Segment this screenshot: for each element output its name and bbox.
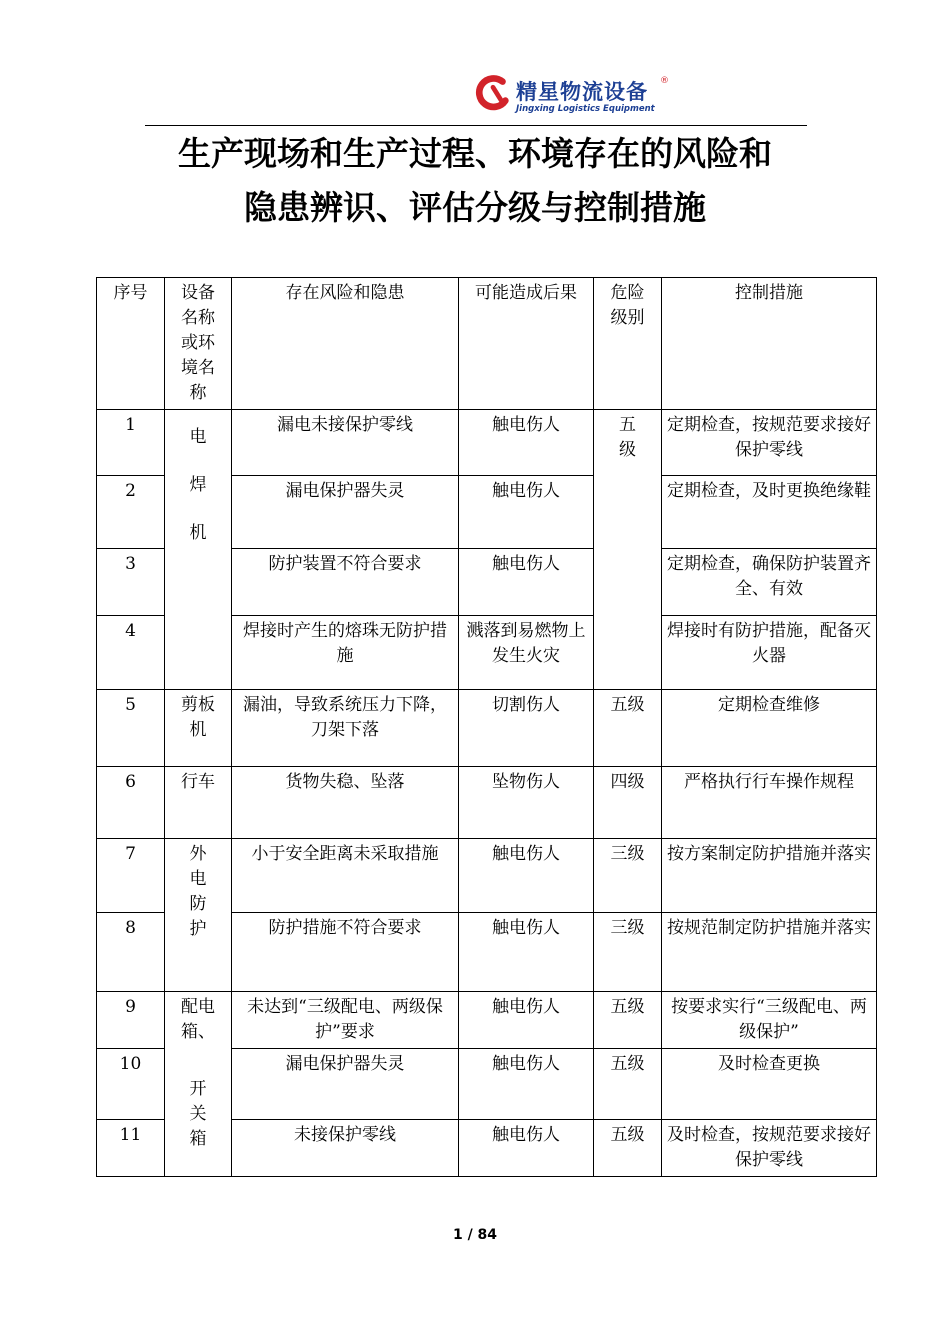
row-risk: 防护措施不符合要求 [232, 913, 459, 992]
row-no: 9 [97, 992, 165, 1049]
header-equipment: 设备名称或环境名称 [165, 278, 232, 410]
row-risk: 防护装置不符合要求 [232, 549, 459, 616]
level-welder: 五级 [594, 410, 662, 690]
row-control: 及时检查，按规范要求接好保护零线 [662, 1120, 877, 1177]
row-no: 11 [97, 1120, 165, 1177]
row-control: 定期检查维修 [662, 690, 877, 767]
row-no: 5 [97, 690, 165, 767]
header-risk: 存在风险和隐患 [232, 278, 459, 410]
row-control: 焊接时有防护措施，配备灭火器 [662, 616, 877, 690]
row-level: 五级 [594, 992, 662, 1049]
row-risk: 未达到“三级配电、两级保护”要求 [232, 992, 459, 1049]
row-consequence: 触电伤人 [459, 1120, 594, 1177]
row-risk: 焊接时产生的熔珠无防护措施 [232, 616, 459, 690]
table-header-row [97, 278, 877, 410]
row-control: 严格执行行车操作规程 [662, 767, 877, 839]
table-row [97, 839, 877, 913]
row-control: 定期检查，按规范要求接好保护零线 [662, 410, 877, 476]
company-logo [474, 72, 674, 118]
header-level: 危险级别 [594, 278, 662, 410]
row-no: 4 [97, 616, 165, 690]
row-control: 及时检查更换 [662, 1049, 877, 1120]
logo-name-en: Jingxing Logistics Equipment [516, 104, 655, 114]
equipment-welder: 电焊机 [165, 410, 232, 690]
table-row [97, 690, 877, 767]
row-level: 三级 [594, 913, 662, 992]
header-rule [145, 125, 807, 126]
row-no: 2 [97, 476, 165, 549]
row-level: 五级 [594, 690, 662, 767]
table-row [97, 767, 877, 839]
row-risk: 漏电保护器失灵 [232, 1049, 459, 1120]
title-line-2: 隐患辨识、评估分级与控制措施 [244, 188, 706, 227]
row-control: 定期检查，确保防护装置齐全、有效 [662, 549, 877, 616]
row-risk: 漏电保护器失灵 [232, 476, 459, 549]
row-risk: 漏电未接保护零线 [232, 410, 459, 476]
row-consequence: 触电伤人 [459, 476, 594, 549]
equipment-distribution-box [165, 992, 232, 1177]
row-no: 7 [97, 839, 165, 913]
row-no: 1 [97, 410, 165, 476]
title-line-1: 生产现场和生产过程、环境存在的风险和 [178, 134, 772, 173]
header-no: 序号 [97, 278, 165, 410]
table-row [97, 992, 877, 1049]
row-consequence: 触电伤人 [459, 410, 594, 476]
row-no: 6 [97, 767, 165, 839]
equipment-external-protection: 外电防护 [165, 839, 232, 992]
risk-table [96, 277, 877, 1177]
row-level: 三级 [594, 839, 662, 913]
logo-mark-icon [474, 74, 512, 112]
row-risk: 货物失稳、坠落 [232, 767, 459, 839]
row-consequence: 触电伤人 [459, 992, 594, 1049]
distribution-box-label: 配电箱、 [181, 997, 215, 1042]
table-row [97, 410, 877, 476]
row-consequence: 切割伤人 [459, 690, 594, 767]
row-consequence: 触电伤人 [459, 839, 594, 913]
row-no: 8 [97, 913, 165, 992]
row-control: 定期检查，及时更换绝缘鞋 [662, 476, 877, 549]
registered-mark: ® [660, 76, 669, 86]
row-consequence: 坠物伤人 [459, 767, 594, 839]
row-control: 按规范制定防护措施并落实 [662, 913, 877, 992]
switch-box-label: 开关箱 [189, 1079, 221, 1149]
row-risk: 未接保护零线 [232, 1120, 459, 1177]
row-no: 10 [97, 1049, 165, 1120]
row-consequence: 触电伤人 [459, 1049, 594, 1120]
row-level: 四级 [594, 767, 662, 839]
page-number: 1 / 84 [452, 1227, 498, 1243]
row-control: 按要求实行“三级配电、两级保护” [662, 992, 877, 1049]
row-risk: 漏油，导致系统压力下降，刀架下落 [232, 690, 459, 767]
row-consequence: 触电伤人 [459, 913, 594, 992]
row-level: 五级 [594, 1049, 662, 1120]
equipment-crane: 行车 [165, 767, 232, 839]
row-level: 五级 [594, 1120, 662, 1177]
equipment-shear: 剪板机 [165, 690, 232, 767]
row-consequence: 触电伤人 [459, 549, 594, 616]
row-risk: 小于安全距离未采取措施 [232, 839, 459, 913]
logo-name-cn: 精星物流设备 [516, 80, 648, 104]
header-control: 控制措施 [662, 278, 877, 410]
row-control: 按方案制定防护措施并落实 [662, 839, 877, 913]
row-no: 3 [97, 549, 165, 616]
row-consequence: 溅落到易燃物上发生火灾 [459, 616, 594, 690]
header-consequence: 可能造成后果 [459, 278, 594, 410]
